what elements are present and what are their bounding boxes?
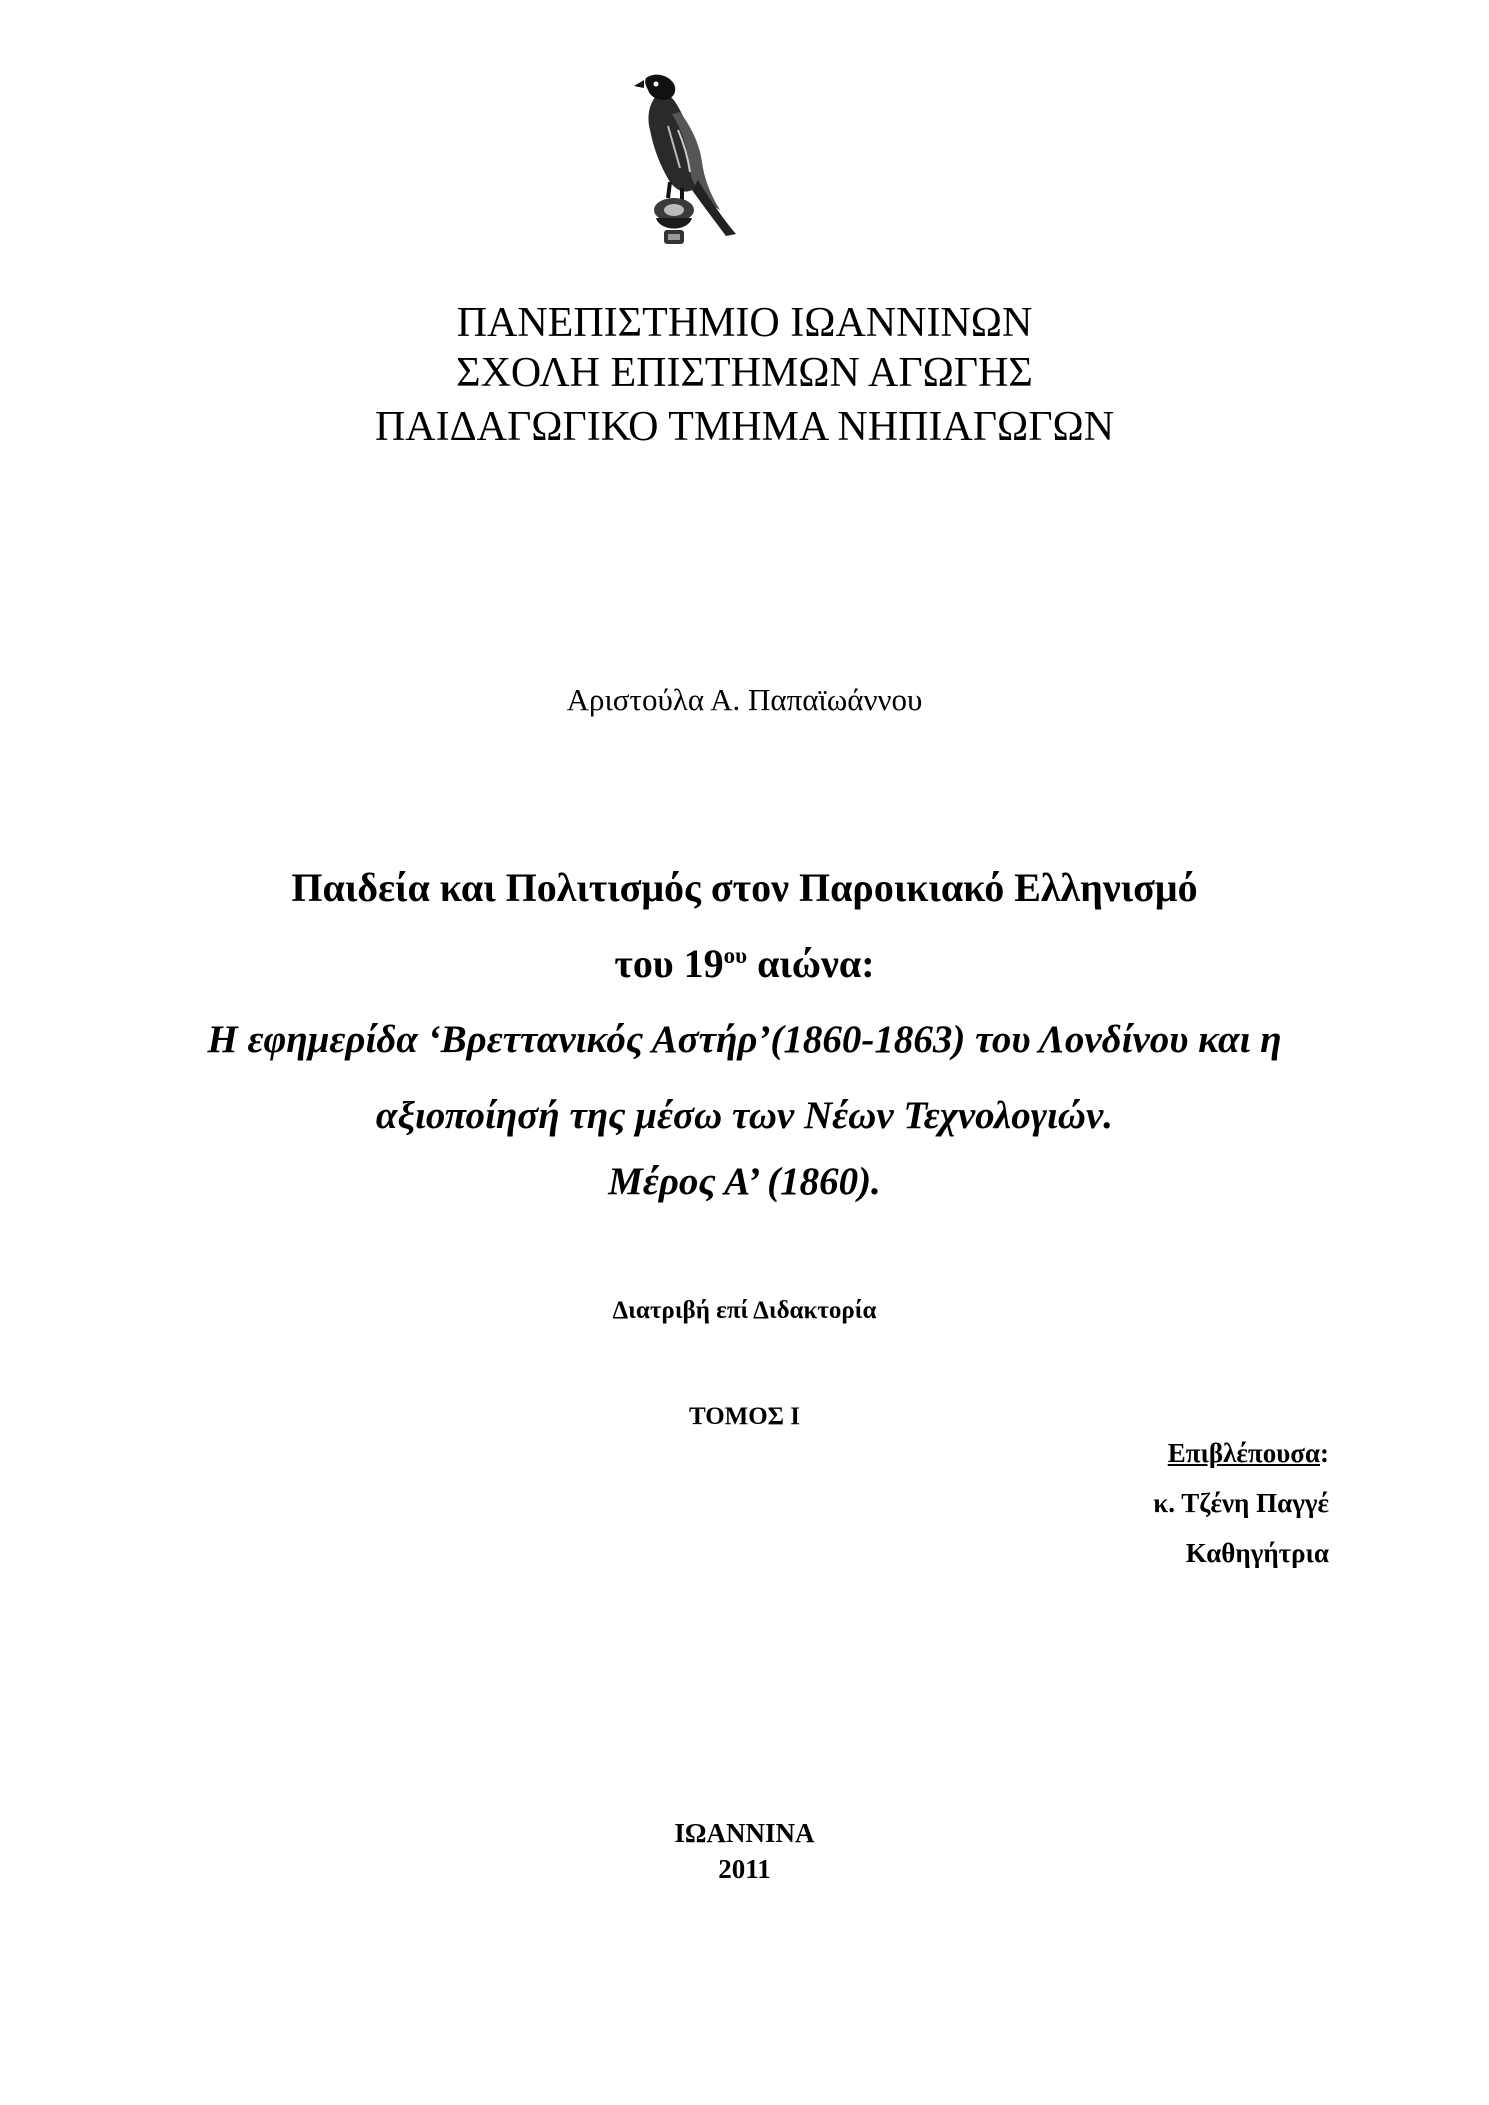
title-line-1: Παιδεία και Πολιτισμός στον Παροικιακό Ελληνισμό [291,865,1198,910]
department-name: ΠΑΙΔΑΓΩΓΙΚΟ ΤΜΗΜΑ ΝΗΠΙΑΓΩΓΩΝ [374,404,1115,450]
year: 2011 [718,1854,771,1884]
title-line-2 [0,941,1489,986]
supervisor-label: Επιβλέπουσα [1167,1438,1320,1468]
title-superscript: ου [723,943,748,968]
author-name: Αριστούλα Α. Παπαϊωάννου [566,682,923,717]
supervisor-name: κ. Τζένη Παγγέ [1153,1488,1329,1518]
supervisor-heading [829,1440,1329,1467]
supervisor-colon: : [1320,1438,1329,1468]
title-line-2-suffix: αιώνα: [747,941,875,986]
university-name: ΠΑΝΕΠΙΣΤΗΜΙΟ ΙΩΑΝΝΙΝΩΝ [456,300,1033,346]
owl-emblem-icon [620,70,750,250]
title-line-2-prefix: του 19 [614,941,724,986]
school-name: ΣΧΟΛΗ ΕΠΙΣΤΗΜΩΝ ΑΓΩΓΗΣ [456,350,1033,396]
subtitle-line-3: Μέρος Α’ (1860). [608,1160,881,1203]
thesis-type: Διατριβή επί Διδακτορία [612,1297,877,1324]
volume-label: ΤΟΜΟΣ Ι [688,1403,801,1430]
subtitle-line-2: αξιοποίησή της μέσω των Νέων Τεχνολογιών. [375,1094,1114,1137]
subtitle-line-1: Η εφημερίδα ‘Βρεττανικός Αστήρ’(1860-1863) του Λονδίνου και η [207,1018,1282,1061]
supervisor-rank: Καθηγήτρια [1185,1538,1329,1568]
place-name: ΙΩΑΝΝΙΝΑ [674,1818,815,1848]
